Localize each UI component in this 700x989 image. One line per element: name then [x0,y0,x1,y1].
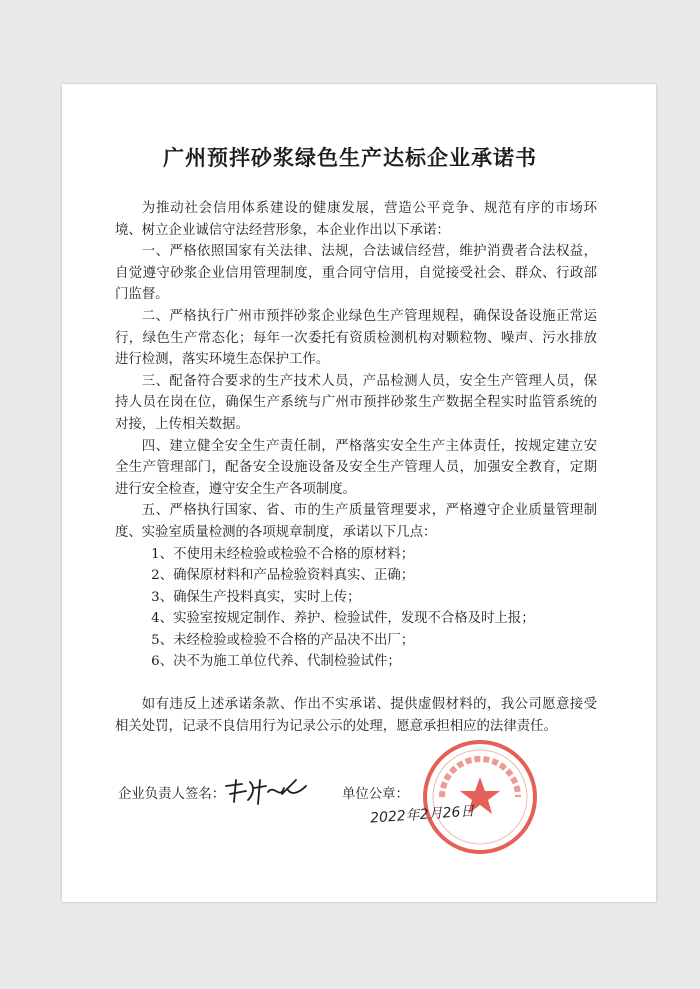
clause-2: 二、严格执行广州市预拌砂浆企业绿色生产管理规程，确保设备设施正常运行，绿色生产常态化；每年一次委托有资质检测机构对颗粒物、噪声、污水排放进行检测，落实环境生态保护工作。 [115,308,597,368]
seal-text [420,737,540,857]
commitment-item-1: 1、不使用未经检验或检验不合格的原材料； [151,546,415,562]
handwritten-signature [222,774,312,808]
document-body [115,198,597,737]
commitment-item-2: 2、确保原材料和产品检验资料真实、正确； [151,568,415,584]
document-title: 广州预拌砂浆绿色生产达标企业承诺书 [163,146,537,170]
signing-date: 2022年2月26日 [369,803,475,827]
commitment-item-3: 3、确保生产投料真实，实时上传； [151,589,361,605]
commitment-item-6: 6、决不为施工单位代养、代制检验试件； [151,654,401,670]
commitment-item-5: 5、未经检验或检验不合格的产品决不出厂； [151,632,415,648]
clause-1: 一、严格依照国家有关法律、法规，合法诚信经营，维护消费者合法权益，自觉遵守砂浆企业信用管理制度，重合同守信用，自觉接受社会、群众、行政部门监督。 [115,244,597,303]
clause-5: 五、严格执行国家、省、市的生产质量管理要求，严格遵守企业质量管理制度、实验室质量检测的各项规章制度，承诺以下几点： [115,503,597,540]
clause-4: 四、建立健全安全生产责任制，严格落实安全生产主体责任，按规定建立安全生产管理部门，配备安全设施设备及安全生产管理人员，加强安全教育，定期进行安全检查，遵守安全生产各项制度。 [115,438,597,497]
clause-3: 三、配备符合要求的生产技术人员，产品检测人员，安全生产管理人员，保持人员在岗在位，确保生产系统与广州市预拌砂浆生产数据全程实时监管系统的对接，上传相关数据。 [115,373,597,432]
seal-label: 单位公章： [342,787,409,802]
commitment-item-4: 4、实验室按规定制作、养护、检验试件，发现不合格及时上报； [151,611,535,627]
closing-paragraph: 如有违反上述承诺条款、作出不实承诺、提供虚假材料的，我公司愿意接受相关处罚，记录不良信用行为记录公示的处理，愿意承担相应的法律责任。 [115,697,597,734]
signature-label: 企业负责人签名： [118,787,226,802]
intro-paragraph: 为推动社会信用体系建设的健康发展，营造公平竞争、规范有序的市场环境、树立企业诚信守法经营形象，本企业作出以下承诺： [115,201,597,238]
